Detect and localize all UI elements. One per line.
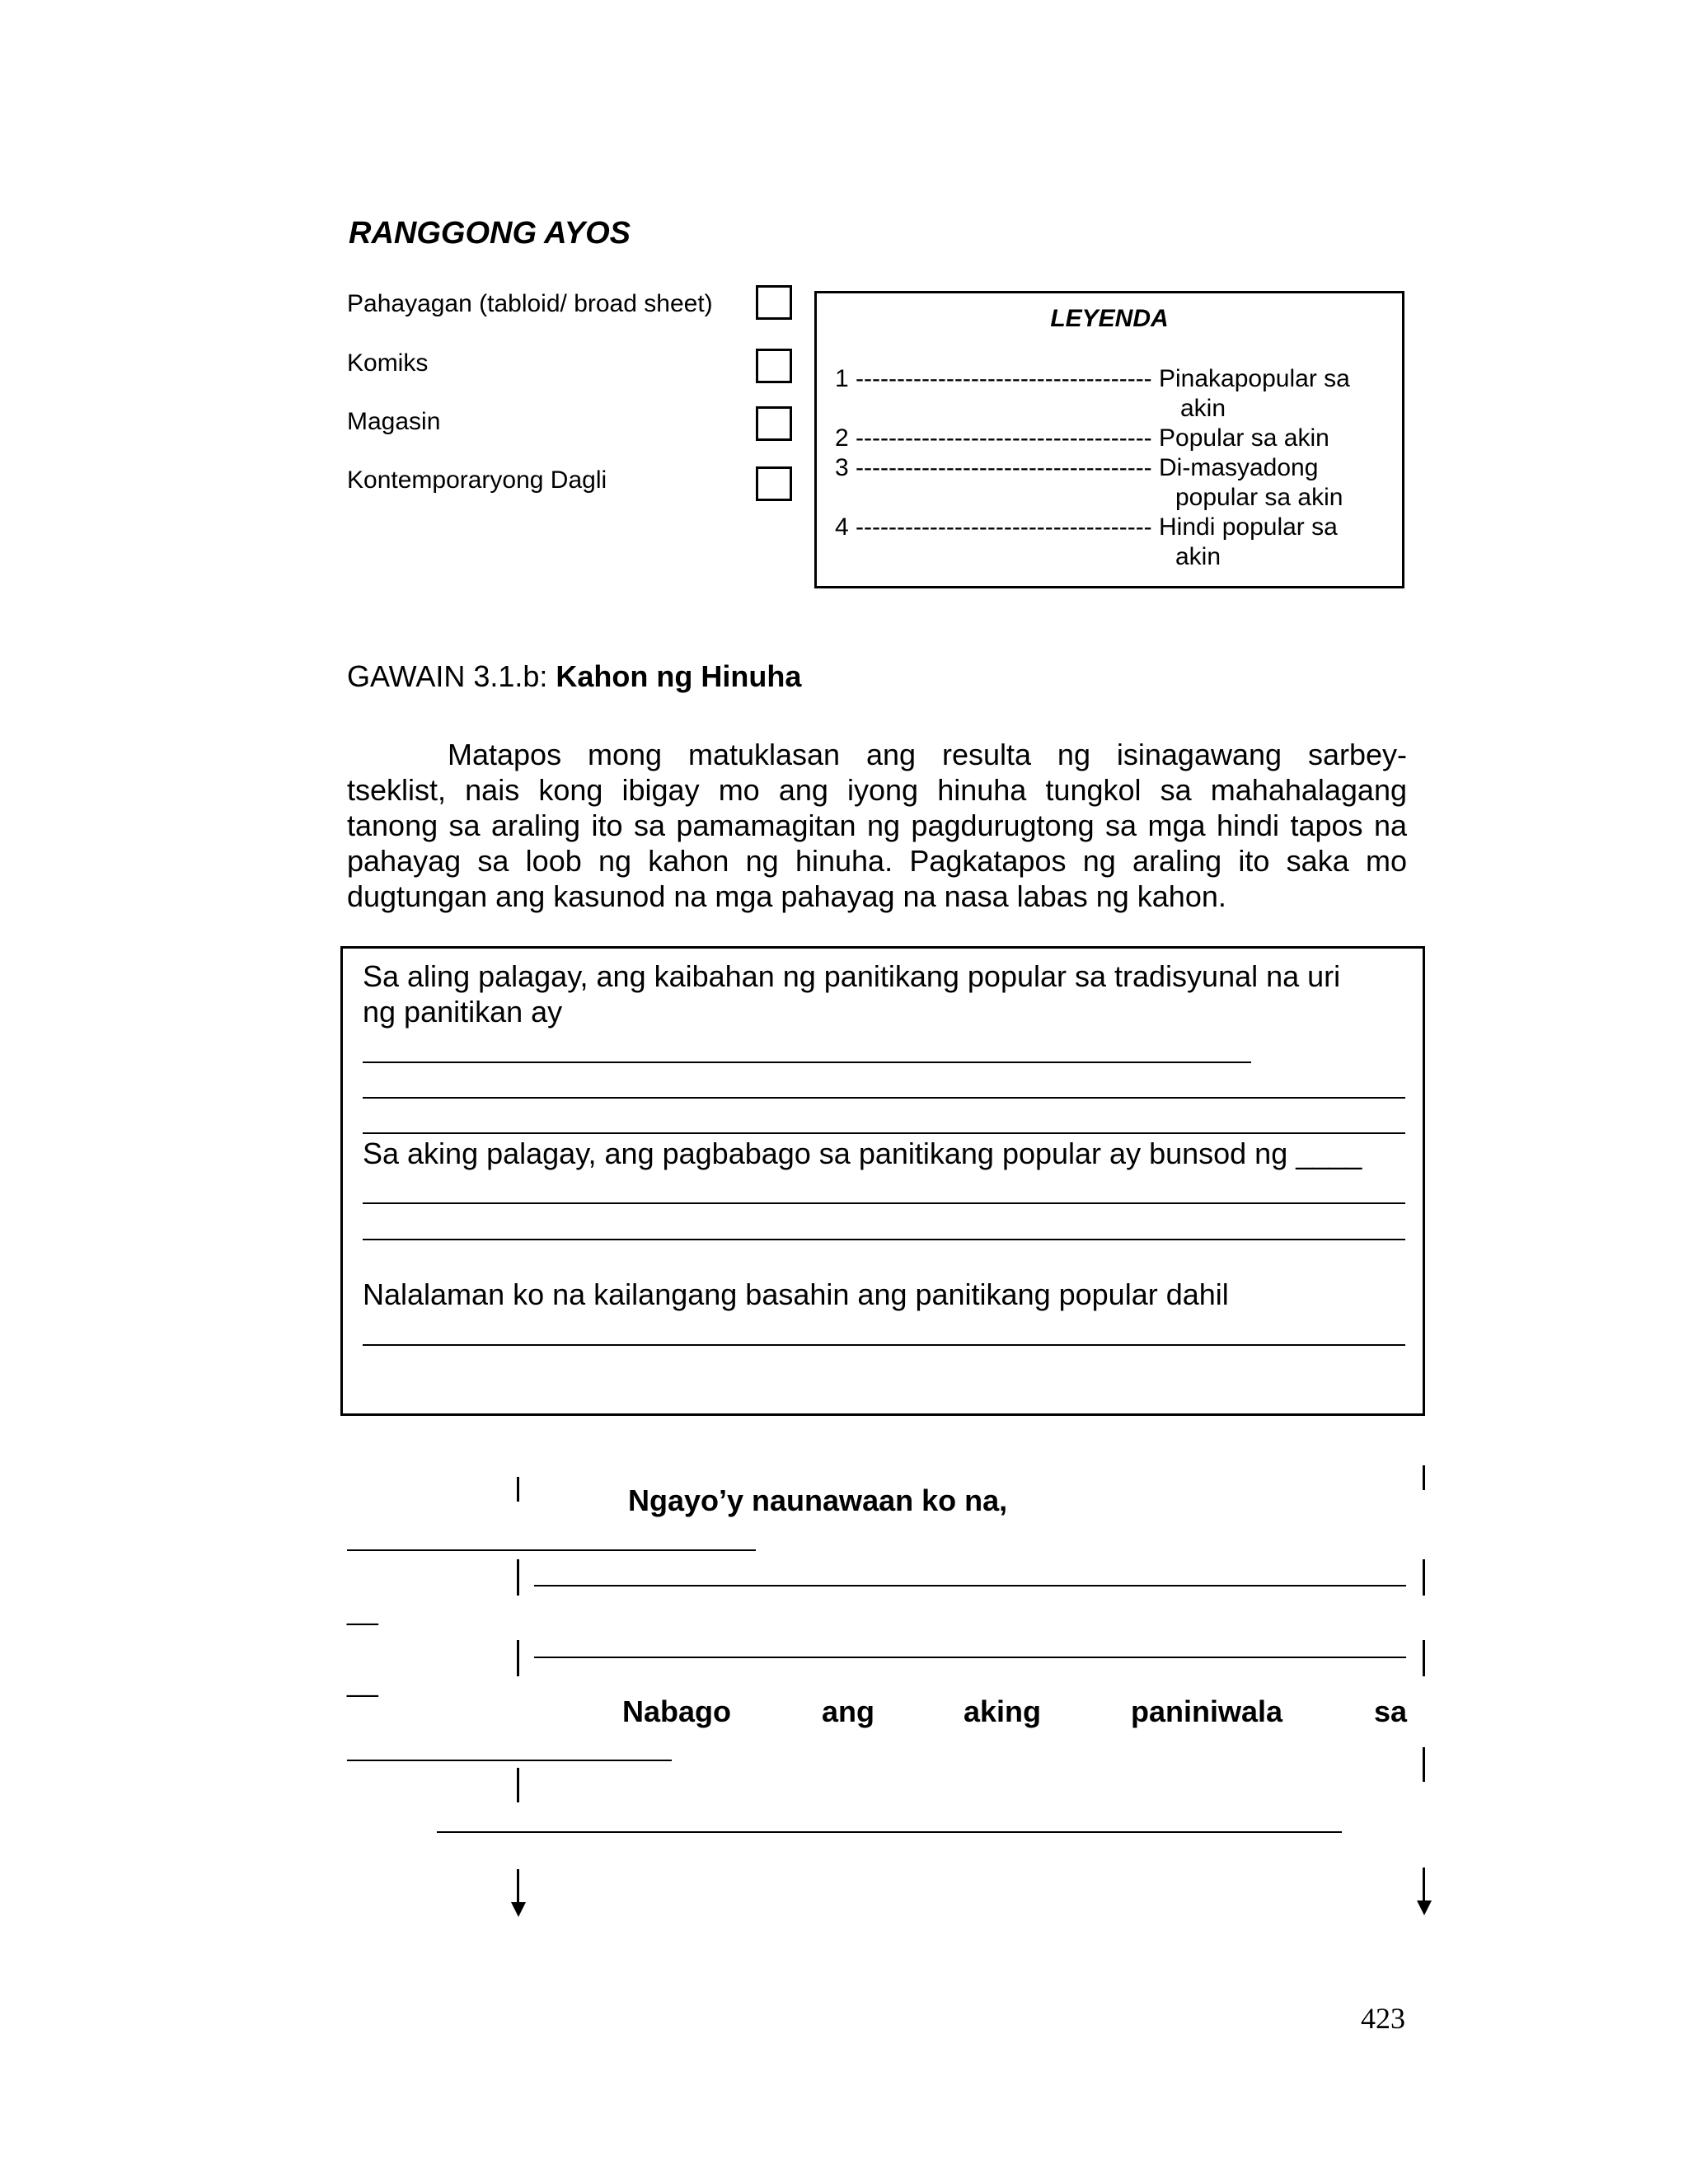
instructions-line: dugtungan ang kasunod na mga pahayag na nasa labas ng kahon. [347,879,1226,913]
vertical-bar [1423,1465,1425,1490]
vertical-bar [517,1640,519,1676]
activity-title: Kahon ng Hinuha [556,659,802,693]
answer-line[interactable] [363,1062,1251,1063]
page-number: 423 [1361,2002,1405,2035]
prompt-reason: Nalalaman ko na kailangang basahin ang panitikang popular dahil [363,1277,1229,1311]
legend-line: 1 ------------------------------------ Pinakapopular sa [835,365,1350,392]
instructions-line: tanong sa araling ito sa pamamagitan ng pagdurugtong sa mga hindi tapos na [347,808,1407,842]
legend-box [814,291,1404,588]
instructions-paragraph [347,737,1407,914]
activity-label: GAWAIN 3.1.b: [347,659,556,693]
legend-line: akin [1180,395,1226,422]
down-arrow-icon [511,1902,526,1917]
vertical-bar [1423,1747,1425,1782]
changed-word: aking [964,1694,1042,1728]
rank-label-dagli: Kontemporaryong Dagli [347,466,607,494]
legend-line: akin [1175,543,1221,570]
answer-line[interactable] [363,1132,1405,1134]
legend-line: 2 ------------------------------------ Popular sa akin [835,424,1329,452]
vertical-bar [517,1559,519,1596]
instructions-line: pahayag sa loob ng kahon ng hinuha. Pagkatapos ng araling ito saka mo [347,844,1407,878]
vertical-bar [517,1768,519,1802]
rank-label-pahayagan: Pahayagan (tabloid/ broad sheet) [347,290,713,317]
arrow-shaft [1423,1868,1425,1902]
short-blank: __ [347,1595,378,1626]
answer-line[interactable] [363,1344,1405,1346]
answer-line[interactable] [347,1760,672,1761]
legend-line: 3 ------------------------------------ Di-masyadong [835,454,1319,481]
answer-line[interactable] [363,1097,1405,1099]
changed-word: sa [1374,1694,1408,1728]
hinuha-box [340,946,1425,1416]
prompt-change: Sa aking palagay, ang pagbabago sa panitikang popular ay bunsod ng ____ [363,1137,1362,1170]
legend-line: 4 ------------------------------------ Hindi popular sa [835,513,1338,541]
ranking-title: RANGGONG AYOS [349,216,631,251]
answer-line[interactable] [363,1202,1405,1204]
answer-line[interactable] [534,1657,1406,1658]
answer-line[interactable] [363,1239,1405,1240]
answer-line[interactable] [347,1549,756,1551]
rank-box-komiks[interactable] [756,349,792,383]
arrow-shaft [517,1869,519,1904]
instructions-line: tseklist, nais kong ibigay mo ang iyong hinuha tungkol sa mahahalagang [347,773,1407,807]
rank-box-dagli[interactable] [756,466,792,501]
changed-word: Nabago [622,1694,732,1728]
changed-word: paniniwala [1131,1694,1283,1728]
prompt-difference-line2: ng panitikan ay [363,995,563,1029]
legend-title: LEYENDA [1050,305,1169,332]
rank-box-magasin[interactable] [756,406,792,441]
understood-statement: Ngayo’y naunawaan ko na, [628,1483,1008,1517]
vertical-bar [1423,1640,1425,1676]
answer-line[interactable] [534,1585,1406,1586]
vertical-bar [1423,1559,1425,1596]
activity-heading [347,659,801,694]
rank-label-komiks: Komiks [347,349,429,377]
answer-line[interactable] [437,1831,1342,1833]
vertical-bar [517,1477,519,1502]
rank-box-pahayagan[interactable] [756,285,792,320]
changed-word: ang [822,1694,875,1728]
instructions-line: Matapos mong matuklasan ang resulta ng isinagawang sarbey- [448,738,1407,771]
prompt-difference-line1: Sa aling palagay, ang kaibahan ng panitikang popular sa tradisyunal na uri [363,959,1341,993]
down-arrow-icon [1417,1900,1432,1915]
rank-label-magasin: Magasin [347,408,441,435]
short-blank: __ [347,1666,378,1698]
legend-line: popular sa akin [1175,484,1343,511]
